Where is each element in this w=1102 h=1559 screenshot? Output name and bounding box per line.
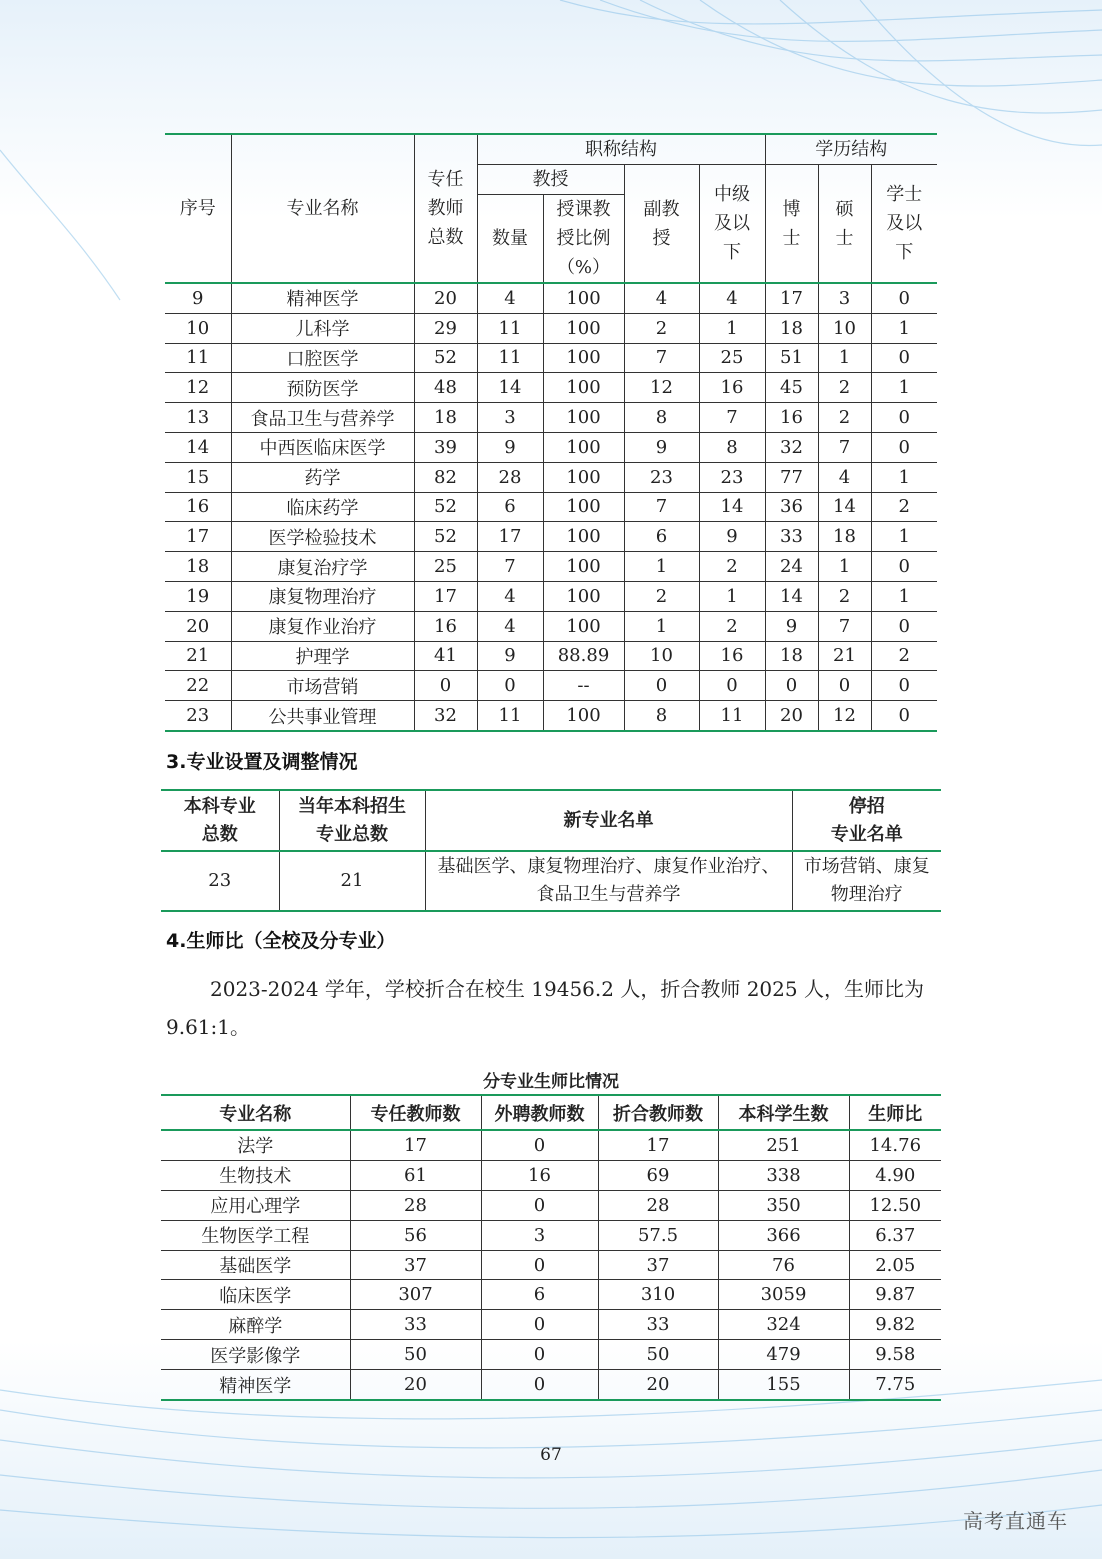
table-cell: 11 [477,701,543,731]
table-row [161,1310,941,1340]
page-number: 67 [540,1445,562,1465]
table-cell: 8 [699,432,765,462]
table-cell: 4 [818,462,871,492]
table-cell: 28 [477,462,543,492]
table-cell: 14 [165,432,231,462]
table-cell: 12 [624,373,699,403]
table-cell: 0 [481,1130,598,1160]
table-cell: 基础医学 [161,1250,350,1280]
table-cell: 52 [414,343,477,373]
table-row [161,1220,941,1250]
table-row [165,283,937,313]
table-cell: 9 [624,432,699,462]
table-cell: 2 [871,492,937,522]
table-cell: 16 [414,611,477,641]
table-cell: 7 [624,492,699,522]
table-cell: -- [543,671,624,701]
table-cell: 20 [414,283,477,313]
table-row [161,1250,941,1280]
table-cell: 康复治疗学 [231,552,414,582]
table-cell: 10 [624,641,699,671]
table-cell: 0 [481,1250,598,1280]
table-cell: 6 [477,492,543,522]
table-row [161,851,941,911]
table-cell: 1 [871,313,937,343]
table-cell: 23 [165,701,231,731]
cell-major-total: 23 [161,851,279,911]
table-cell: 应用心理学 [161,1190,350,1220]
table-cell: 药学 [231,462,414,492]
header-stopped-list: 停招 专业名单 [792,790,941,851]
table-row [165,462,937,492]
table-cell: 37 [598,1250,718,1280]
table-cell: 4 [624,283,699,313]
table-cell: 23 [699,462,765,492]
table-cell: 14 [699,492,765,522]
table-cell: 20 [598,1370,718,1400]
table-cell: 7 [818,611,871,641]
table-cell: 88.89 [543,641,624,671]
table-row [165,373,937,403]
table-cell: 19 [165,581,231,611]
table-cell: 7 [624,343,699,373]
table-row [165,552,937,582]
table-cell: 16 [699,641,765,671]
column-header: 本科学生数 [718,1095,849,1130]
table-cell: 61 [350,1160,481,1190]
table-cell: 2 [818,373,871,403]
table-row [165,343,937,373]
table-cell: 12 [165,373,231,403]
table-cell: 9 [477,432,543,462]
table-cell: 17 [765,283,818,313]
table-cell: 17 [165,522,231,552]
table-cell: 14 [818,492,871,522]
table-cell: 12.50 [849,1190,941,1220]
header-prof-ratio: 授课教 授比例 （%） [543,195,624,284]
table-cell: 麻醉学 [161,1310,350,1340]
table-row [165,313,937,343]
table-cell: 324 [718,1310,849,1340]
table-cell: 7 [699,403,765,433]
table-cell: 20 [765,701,818,731]
table-cell: 25 [414,552,477,582]
table-cell: 39 [414,432,477,462]
table-row [165,581,937,611]
table-cell: 21 [818,641,871,671]
table-cell: 9 [165,283,231,313]
table-cell: 10 [818,313,871,343]
table-cell: 52 [414,492,477,522]
table-cell: 1 [699,313,765,343]
table-cell: 医学影像学 [161,1340,350,1370]
header-master: 硕 士 [818,165,871,284]
table-row [161,1130,941,1160]
table-cell: 23 [624,462,699,492]
header-title-structure: 职称结构 [477,134,765,165]
header-doctor: 博 士 [765,165,818,284]
faculty-structure-table [165,133,937,732]
header-fulltime: 专任 教师 总数 [414,134,477,283]
table-cell: 76 [718,1250,849,1280]
table-cell: 8 [624,701,699,731]
table-cell: 3 [477,403,543,433]
table-cell: 100 [543,432,624,462]
table-cell: 0 [765,671,818,701]
table-cell: 食品卫生与营养学 [231,403,414,433]
table-cell: 10 [165,313,231,343]
table-cell: 3059 [718,1280,849,1310]
table-cell: 16 [165,492,231,522]
table-cell: 9 [765,611,818,641]
table-cell: 2 [871,641,937,671]
table-row [165,492,937,522]
table-cell: 3 [481,1220,598,1250]
table-cell: 医学检验技术 [231,522,414,552]
table-cell: 生物技术 [161,1160,350,1190]
column-header: 生师比 [849,1095,941,1130]
header-major: 专业名称 [231,134,414,283]
header-assoc-prof: 副教 授 [624,165,699,284]
table-cell: 100 [543,283,624,313]
table-cell: 17 [350,1130,481,1160]
table-cell: 100 [543,313,624,343]
table-cell: 56 [350,1220,481,1250]
table-cell: 14.76 [849,1130,941,1160]
table-cell: 16 [765,403,818,433]
table-cell: 50 [350,1340,481,1370]
table-cell: 0 [477,671,543,701]
table-cell: 338 [718,1160,849,1190]
table-cell: 2.05 [849,1250,941,1280]
table-cell: 11 [165,343,231,373]
table-cell: 69 [598,1160,718,1190]
table-cell: 精神医学 [231,283,414,313]
table-cell: 100 [543,522,624,552]
table-row [165,641,937,671]
table-cell: 1 [871,462,937,492]
table-cell: 2 [624,313,699,343]
column-header: 专业名称 [161,1095,350,1130]
table-cell: 100 [543,581,624,611]
table-cell: 17 [598,1130,718,1160]
table-cell: 4.90 [849,1160,941,1190]
table-cell: 16 [699,373,765,403]
table-cell: 25 [699,343,765,373]
major-setting-table [161,789,941,912]
table-cell: 20 [165,611,231,641]
table-cell: 29 [414,313,477,343]
table-cell: 21 [165,641,231,671]
student-teacher-ratio-table [161,1094,941,1401]
table-cell: 0 [871,432,937,462]
table-cell: 0 [871,701,937,731]
table-cell: 0 [871,611,937,641]
table-cell: 9.87 [849,1280,941,1310]
table-cell: 366 [718,1220,849,1250]
table-cell: 2 [624,581,699,611]
table-cell: 1 [624,552,699,582]
table-cell: 350 [718,1190,849,1220]
table-row [161,1340,941,1370]
table-cell: 2 [818,581,871,611]
table-cell: 0 [871,343,937,373]
table-cell: 13 [165,403,231,433]
table-cell: 0 [481,1190,598,1220]
table-cell: 3 [818,283,871,313]
table-cell: 市场营销 [231,671,414,701]
table-cell: 24 [765,552,818,582]
table-row [161,1160,941,1190]
table-cell: 28 [350,1190,481,1220]
table-row [165,611,937,641]
ratio-paragraph-line1: 2023-2024 学年，学校折合在校生 19456.2 人，折合教师 2025 人，生师比为 [210,977,924,1001]
header-prof-count: 数量 [477,195,543,284]
table-cell: 7.75 [849,1370,941,1400]
table-cell: 15 [165,462,231,492]
table-cell: 11 [477,313,543,343]
table-row [165,701,937,731]
table-cell: 预防医学 [231,373,414,403]
table-cell: 6 [481,1280,598,1310]
table-cell: 11 [699,701,765,731]
table-cell: 1 [871,373,937,403]
table-cell: 16 [481,1160,598,1190]
table-cell: 临床医学 [161,1280,350,1310]
header-mid-below: 中级 及以 下 [699,165,765,284]
table-cell: 11 [477,343,543,373]
table-cell: 4 [477,611,543,641]
table-cell: 77 [765,462,818,492]
watermark-text: 高考直通车 [963,1509,1068,1533]
table-cell: 57.5 [598,1220,718,1250]
table-cell: 0 [414,671,477,701]
table-cell: 20 [350,1370,481,1400]
table-cell: 康复物理治疗 [231,581,414,611]
table-cell: 生物医学工程 [161,1220,350,1250]
table-cell: 0 [624,671,699,701]
table-cell: 155 [718,1370,849,1400]
table-cell: 100 [543,343,624,373]
column-header: 专任教师数 [350,1095,481,1130]
table-cell: 33 [350,1310,481,1340]
ratio-table-caption: 分专业生师比情况 [483,1072,619,1092]
table-cell: 公共事业管理 [231,701,414,731]
table-cell: 口腔医学 [231,343,414,373]
table-cell: 14 [765,581,818,611]
table-cell: 14 [477,373,543,403]
table-cell: 100 [543,611,624,641]
table-cell: 4 [699,283,765,313]
table-cell: 6.37 [849,1220,941,1250]
table-cell: 1 [871,522,937,552]
table-cell: 18 [165,552,231,582]
header-edu-structure: 学历结构 [765,134,937,165]
table-cell: 0 [871,403,937,433]
table-cell: 1 [624,611,699,641]
table-cell: 2 [699,552,765,582]
table-cell: 6 [624,522,699,552]
table-cell: 17 [414,581,477,611]
table-cell: 48 [414,373,477,403]
table-cell: 1 [818,552,871,582]
table-cell: 82 [414,462,477,492]
table-row [165,671,937,701]
table-cell: 28 [598,1190,718,1220]
table-cell: 17 [477,522,543,552]
header-bachelor: 学士 及以 下 [871,165,937,284]
table-cell: 37 [350,1250,481,1280]
table-cell: 41 [414,641,477,671]
section4-heading: 4.生师比（全校及分专业） [166,930,396,952]
table-cell: 康复作业治疗 [231,611,414,641]
table-cell: 2 [699,611,765,641]
table-cell: 法学 [161,1130,350,1160]
table-cell: 9.82 [849,1310,941,1340]
section3-heading: 3.专业设置及调整情况 [166,751,358,773]
table-cell: 精神医学 [161,1370,350,1400]
table-cell: 22 [165,671,231,701]
table-cell: 0 [699,671,765,701]
table-cell: 临床药学 [231,492,414,522]
table-cell: 50 [598,1340,718,1370]
cell-new-list: 基础医学、康复物理治疗、康复作业治疗、 食品卫生与营养学 [425,851,792,911]
table-cell: 1 [699,581,765,611]
table-cell: 4 [477,283,543,313]
table-cell: 2 [818,403,871,433]
header-professor: 教授 [477,165,624,195]
column-header: 折合教师数 [598,1095,718,1130]
table-cell: 0 [481,1370,598,1400]
table-cell: 100 [543,552,624,582]
table-row [165,432,937,462]
column-header: 外聘教师数 [481,1095,598,1130]
table-cell: 100 [543,492,624,522]
header-major-total: 本科专业 总数 [161,790,279,851]
table-cell: 0 [481,1340,598,1370]
table-cell: 33 [765,522,818,552]
table-row [165,522,937,552]
table-cell: 307 [350,1280,481,1310]
table-cell: 100 [543,373,624,403]
table-cell: 12 [818,701,871,731]
table-cell: 51 [765,343,818,373]
table-cell: 100 [543,403,624,433]
table-cell: 100 [543,701,624,731]
table-cell: 7 [818,432,871,462]
table-cell: 36 [765,492,818,522]
table-cell: 18 [765,313,818,343]
table-cell: 7 [477,552,543,582]
table-cell: 32 [414,701,477,731]
table-cell: 0 [871,671,937,701]
table-cell: 0 [871,552,937,582]
table-cell: 0 [871,283,937,313]
table-cell: 1 [871,581,937,611]
table-cell: 18 [414,403,477,433]
table-cell: 0 [818,671,871,701]
header-seq: 序号 [165,134,231,283]
table-cell: 4 [477,581,543,611]
table-cell: 护理学 [231,641,414,671]
header-new-list: 新专业名单 [425,790,792,851]
table-cell: 310 [598,1280,718,1310]
ratio-paragraph-line2: 9.61:1。 [166,1015,250,1039]
table-cell: 100 [543,462,624,492]
table-cell: 33 [598,1310,718,1340]
table-row [165,403,937,433]
table-cell: 中西医临床医学 [231,432,414,462]
table-cell: 8 [624,403,699,433]
table-cell: 0 [481,1310,598,1340]
table-cell: 32 [765,432,818,462]
table-cell: 9 [699,522,765,552]
table-cell: 52 [414,522,477,552]
table-cell: 18 [818,522,871,552]
table-row [161,1370,941,1400]
table-cell: 18 [765,641,818,671]
table-row [161,1280,941,1310]
cell-stopped-list: 市场营销、康复 物理治疗 [792,851,941,911]
table-cell: 45 [765,373,818,403]
cell-enrolling-total: 21 [279,851,425,911]
table-row [161,1190,941,1220]
table-cell: 1 [818,343,871,373]
table-cell: 9.58 [849,1340,941,1370]
table-cell: 儿科学 [231,313,414,343]
header-enrolling-total: 当年本科招生 专业总数 [279,790,425,851]
table-cell: 251 [718,1130,849,1160]
table-cell: 479 [718,1340,849,1370]
table-cell: 9 [477,641,543,671]
